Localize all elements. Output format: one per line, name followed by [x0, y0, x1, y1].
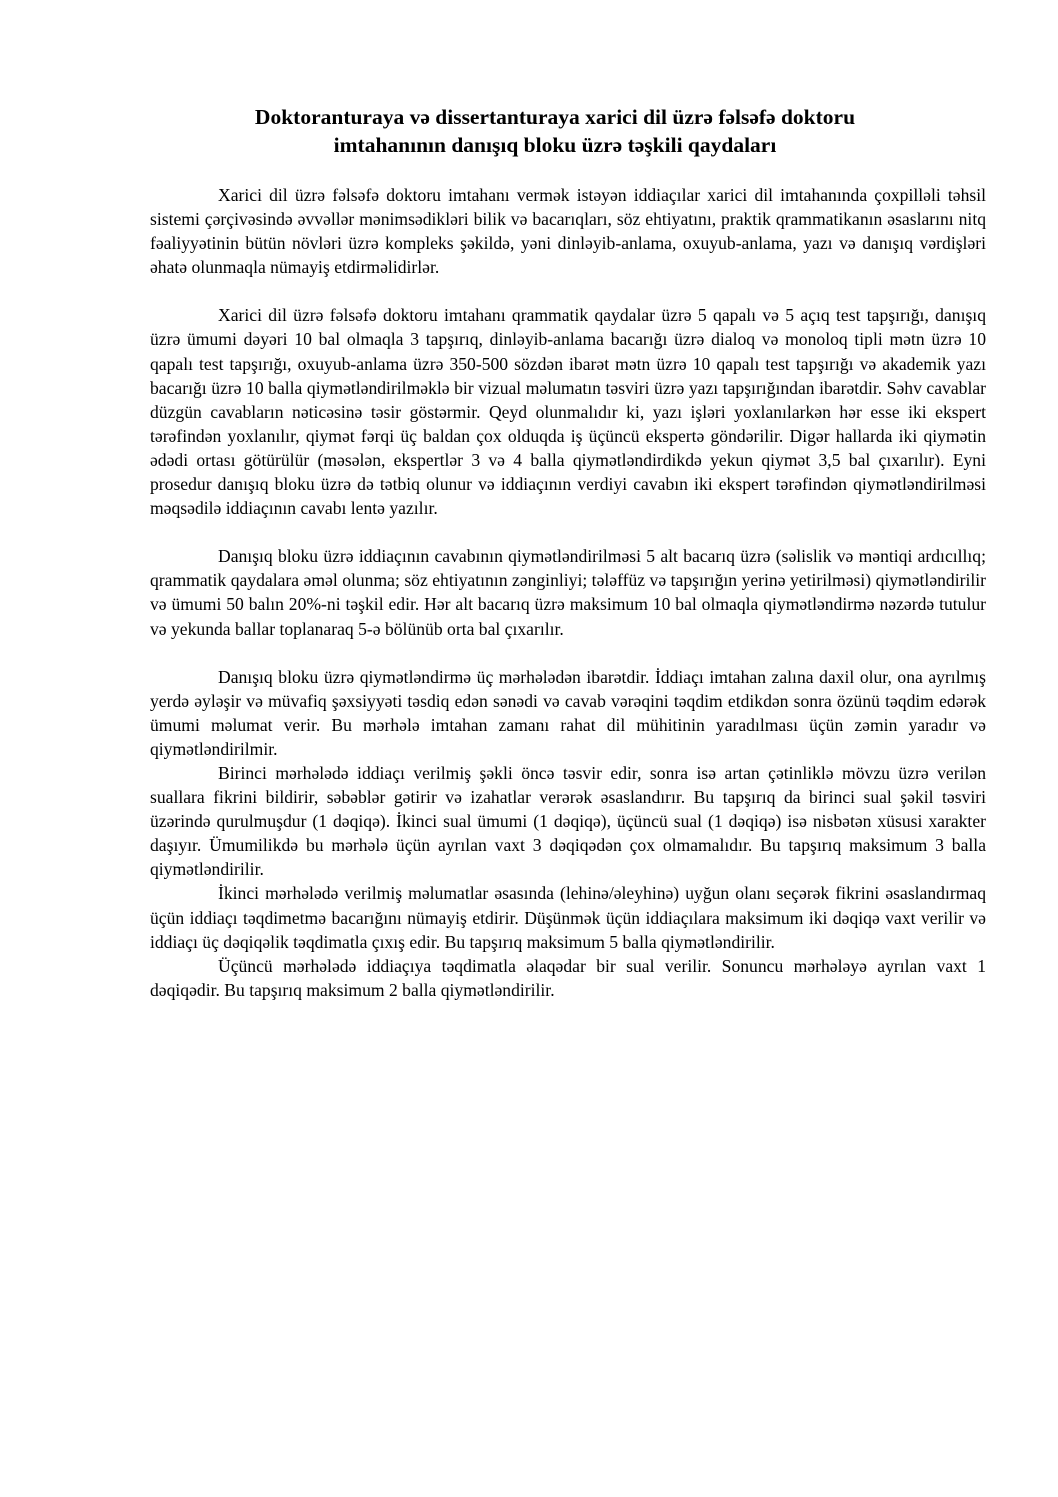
paragraph-stage-one: Birinci mərhələdə iddiaçı verilmiş şəkli öncə təsvir edir, sonra isə artan çətinliklə mövzu üzrə verilən suallara fikrini bildirir, səbəblər gətirir və izahatlar verərək əsaslandırır. Bu tapşırıq da birinci sual şəkil təsviri üzərində qurulmuşdur (1 dəqiqə). İkinci sual ümumi (1 dəqiqə), üçüncü sual (1 dəqiqə) isə nisbətən xüsusi xarakter daşıyır. Ümumilikdə bu mərhələ üçün ayrılan vaxt 3 dəqiqədən çox olmamalıdır. Bu tapşırıq maksimum 3 balla qiymətləndirilir.: [150, 762, 986, 880]
document-title: [150, 103, 960, 159]
paragraph-intro: Xarici dil üzrə fəlsəfə doktoru imtahanı vermək istəyən iddiaçılar xarici dil imtahanında çoxpilləli təhsil sistemi çərçivəsində əvvəllər mənimsədikləri bilik və bacarıqları, söz ehtiyatını, praktik qrammatikanın əsaslarını nitq fəaliyyətinin bütün növləri üzrə kompleks şəkildə, yəni dinləyib-anlama, oxuyub-anlama, yazı və danışıq vərdişləri əhatə olunmaqla nümayiş etdirməlidirlər.: [150, 185, 986, 278]
paragraph-speaking-assessment: Danışıq bloku üzrə iddiaçının cavabının qiymətləndirilməsi 5 alt bacarıq üzrə (səlislik və məntiqi ardıcıllıq; qrammatik qaydalara əməl olunma; söz ehtiyatının zənginliyi; tələffüz və tapşırığın yerinə yetirilməsi) qiymətləndirilir və ümumi 50 balın 20%-ni təşkil edir. Hər alt bacarıq üzrə maksimum 10 bal olmaqla qiymətləndirmə nəzərdə tutulur və yekunda ballar toplanaraq 5-ə bölünüb orta bal çıxarılır.: [150, 546, 986, 639]
paragraph-stage-two: İkinci mərhələdə verilmiş məlumatlar əsasında (lehinə/əleyhinə) uyğun olanı seçərək fikrini əsaslandırmaq üçün iddiaçı təqdimetmə bacarığını nümayiş etdirir. Düşünmək üçün iddiaçılara maksimum iki dəqiqə vaxt verilir və iddiaçı üç dəqiqəlik təqdimatla çıxış edir. Bu tapşırıq maksimum 5 balla qiymətləndirilir.: [150, 883, 986, 952]
paragraph-stages-overview: Danışıq bloku üzrə qiymətləndirmə üç mərhələdən ibarətdir. İddiaçı imtahan zalına daxil olur, ona ayrılmış yerdə əyləşir və müvafiq şəxsiyyəti təsdiq edən sənədi və cavab vərəqini təqdim etdikdən sonra özünü təqdim edərək ümumi məlumat verir. Bu mərhələ imtahan zamanı rahat dil mühitinin yaradılması üçün zəmin yaradır və qiymətləndirilmir.: [150, 666, 986, 759]
paragraph-stage-three: Üçüncü mərhələdə iddiaçıya təqdimatla əlaqədar bir sual verilir. Sonuncu mərhələyə ayrılan vaxt 1 dəqiqədir. Bu tapşırıq maksimum 2 balla qiymətləndirilir.: [150, 955, 986, 1000]
title-line-1: Doktoranturaya və dissertanturaya xarici dil üzrə fəlsəfə doktoru: [254, 105, 856, 129]
paragraph-exam-structure: Xarici dil üzrə fəlsəfə doktoru imtahanı qrammatik qaydalar üzrə 5 qapalı və 5 açıq test tapşırığı, danışıq üzrə ümumi dəyəri 10 bal olmaqla 3 tapşırıq, dinləyib-anlama bacarığı üzrə dialoq və monoloq tipli mətn üzrə 10 qapalı test tapşırığı, oxuyub-anlama üzrə 350-500 sözdən ibarət mətn üzrə 10 qapalı test tapşırığı və akademik yazı bacarığı üzrə 10 balla qiymətləndirilməklə bir vizual məlumatın təsviri üzrə yazı tapşırığından ibarətdir. Səhv cavablar düzgün cavabların nəticəsinə təsir göstərmir. Qeyd olunmalıdır ki, yazı işləri yoxlanılarkən hər esse iki ekspert tərəfindən yoxlanılır, qiymət fərqi üç baldan çox olduqda iş üçüncü ekspertə göndərilir. Digər hallarda iki qiymətin ədədi ortası götürülür (məsələn, ekspertlər 3 və 4 balla qiymətləndirdikdə yekun qiymət 3,5 bal çıxarılır). Eyni prosedur danışıq bloku üzrə də tətbiq olunur və iddiaçının verdiyi cavabın iki ekspert tərəfindən qiymətləndirilməsi məqsədilə iddiaçının cavabı lentə yazılır.: [150, 305, 986, 519]
title-line-2: imtahanının danışıq bloku üzrə təşkili qaydaları: [333, 133, 777, 157]
document-body: [150, 183, 986, 1002]
